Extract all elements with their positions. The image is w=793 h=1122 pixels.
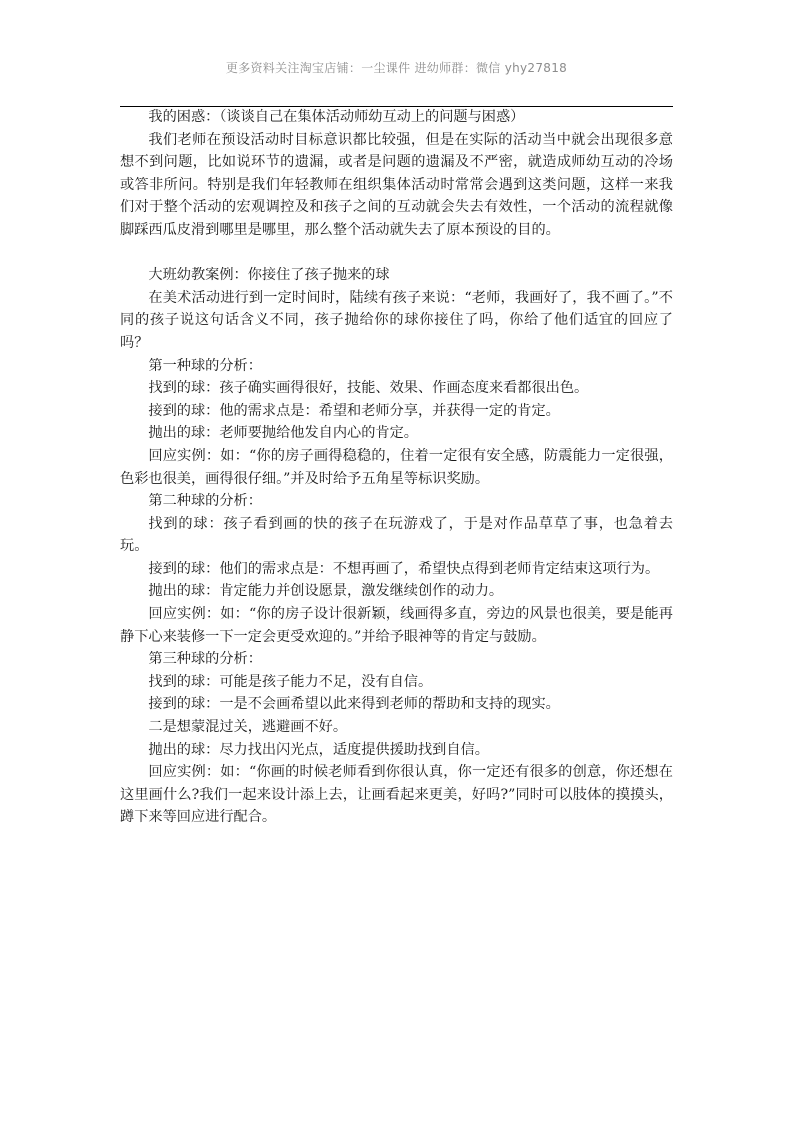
paragraph-ball2-found: 找到的球：孩子看到画的快的孩子在玩游戏了，于是对作品草草了事，也急着去玩。 [120, 515, 673, 555]
blank-line [120, 242, 673, 265]
paragraph-ball2-heading: 第二种球的分析： [148, 493, 262, 510]
paragraph-ball3-received-2: 二是想蒙混过关，逃避画不好。 [148, 719, 348, 736]
paragraph-ball3-heading: 第三种球的分析： [148, 651, 262, 668]
paragraph-ball1-thrown: 抛出的球：老师要抛给他发自内心的肯定。 [148, 425, 418, 442]
paragraph-ball2-received: 接到的球：他们的需求点是：不想再画了，希望快点得到老师肯定结束这项行为。 [148, 560, 660, 577]
paragraph-ball3-received: 接到的球：一是不会画希望以此来得到老师的帮助和支持的现实。 [148, 696, 560, 713]
paragraph-ball1-found: 找到的球：孩子确实画得很好，技能、效果、作画态度来看都很出色。 [148, 380, 589, 397]
paragraph-confusion-body: 我们老师在预设活动时目标意识都比较强，但是在实际的活动当中就会出现很多意想不到问题，比如说环节的遗漏，或者是问题的遗漏及不严密，就造成师幼互动的冷场或答非所问。特别是我们年轻教师在组织集体活动时常常会遇到这类问题，这样一来我们对于整个活动的宏观调控及和孩子之间的互动就会失去有效性，一个活动的流程就像脚踩西瓜皮滑到哪里是哪里，那么整个活动就失去了原本预设的目的。 [120, 131, 673, 238]
paragraph-ball3-example: 回应实例：如：“你画的时候老师看到你很认真，你一定还有很多的创意，你还想在这里画什么?我们一起来设计添上去，让画看起来更美，好吗?”同时可以肢体的摸摸头，蹲下来等回应进行配合。 [120, 764, 673, 826]
document-body [120, 106, 673, 829]
paragraph-ball3-found: 找到的球：可能是孩子能力不足，没有自信。 [148, 673, 433, 690]
paragraph-case-title: 大班幼教案例：你接住了孩子抛来的球 [148, 267, 390, 284]
paragraph-confusion-heading: 我的困惑：（谈谈自己在集体活动师幼互动上的问题与困惑） [148, 109, 525, 125]
paragraph-case-intro: 在美术活动进行到一定时间时，陆续有孩子来说：“老师，我画好了，我不画了。”不同的孩子说这句话含义不同，孩子抛给你的球你接住了吗，你给了他们适宜的回应了吗？ [120, 289, 673, 351]
paragraph-ball2-thrown: 抛出的球：肯定能力并创设愿景，激发继续创作的动力。 [148, 583, 504, 600]
paragraph-ball2-example: 回应实例：如：“你的房子设计很新颖，线画得多直，旁边的风景也很美，要是能再静下心来装修一下一定会更受欢迎的。”并给予眼神等的肯定与鼓励。 [120, 606, 673, 645]
paragraph-ball1-example: 回应实例：如：“你的房子画得稳稳的，住着一定很有安全感，防震能力一定很强，色彩也很美，画得很仔细。”并及时给予五角星等标识奖励。 [120, 447, 673, 487]
page-header-watermark: 更多资料关注淘宝店铺：一尘课件 进幼师群：微信 yhy27818 [225, 61, 568, 75]
paragraph-ball3-thrown: 抛出的球：尽力找出闪光点，适度提供援助找到自信。 [148, 741, 489, 758]
paragraph-ball1-heading: 第一种球的分析： [148, 357, 262, 374]
paragraph-ball1-received: 接到的球：他的需求点是：希望和老师分享，并获得一定的肯定。 [148, 402, 560, 419]
